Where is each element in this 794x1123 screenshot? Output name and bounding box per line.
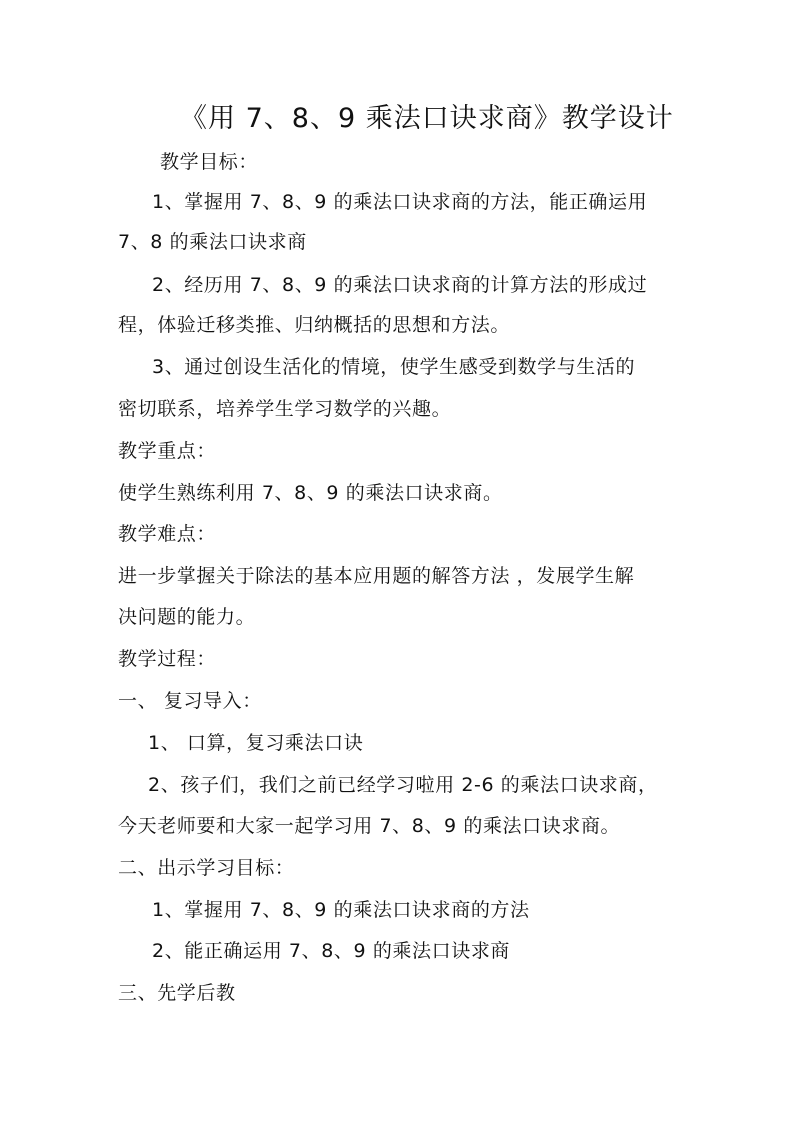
key-points-heading: 教学重点： — [118, 440, 217, 462]
difficulty-line-2: 决问题的能力。 — [118, 606, 256, 628]
section-2-item-1: 1、掌握用 7、8、9 的乘法口诀求商的方法 — [152, 899, 530, 921]
goal-1-line-1: 1、掌握用 7、8、9 的乘法口诀求商的方法，能正确运用 — [152, 191, 648, 213]
section-1-item-2-line-2: 今天老师要和大家一起学习用 7、8、9 的乘法口诀求商。 — [118, 815, 621, 837]
document-title: 《用 7、8、9 乘法口诀求商》教学设计 — [180, 103, 674, 134]
section-2-heading: 二、出示学习目标： — [118, 857, 295, 879]
section-1-heading: 一、 复习导入： — [118, 690, 262, 712]
goal-3-line-1: 3、通过创设生活化的情境，使学生感受到数学与生活的 — [152, 356, 636, 378]
key-points-text: 使学生熟练利用 7、8、9 的乘法口诀求商。 — [118, 482, 503, 504]
process-heading: 教学过程： — [118, 648, 217, 670]
goal-3-line-2: 密切联系，培养学生学习数学的兴趣。 — [118, 398, 452, 420]
section-2-item-2: 2、能正确运用 7、8、9 的乘法口诀求商 — [152, 940, 511, 962]
goal-2-line-1: 2、经历用 7、8、9 的乘法口诀求商的计算方法的形成过 — [152, 274, 648, 296]
goal-2-line-2: 程，体验迁移类推、归纳概括的思想和方法。 — [118, 314, 511, 336]
section-1-item-1: 1、 口算，复习乘法口诀 — [148, 732, 364, 754]
difficulty-heading: 教学难点： — [118, 523, 217, 545]
difficulty-line-1: 进一步掌握关于除法的基本应用题的解答方法 ，发展学生解 — [118, 565, 635, 587]
section-3-heading: 三、先学后教 — [118, 982, 236, 1004]
goal-1-line-2: 7、8 的乘法口诀求商 — [118, 231, 307, 253]
goals-heading: 教学目标： — [160, 151, 259, 173]
section-1-item-2-line-1: 2、孩子们，我们之前已经学习啦用 2-6 的乘法口诀求商， — [148, 774, 658, 796]
